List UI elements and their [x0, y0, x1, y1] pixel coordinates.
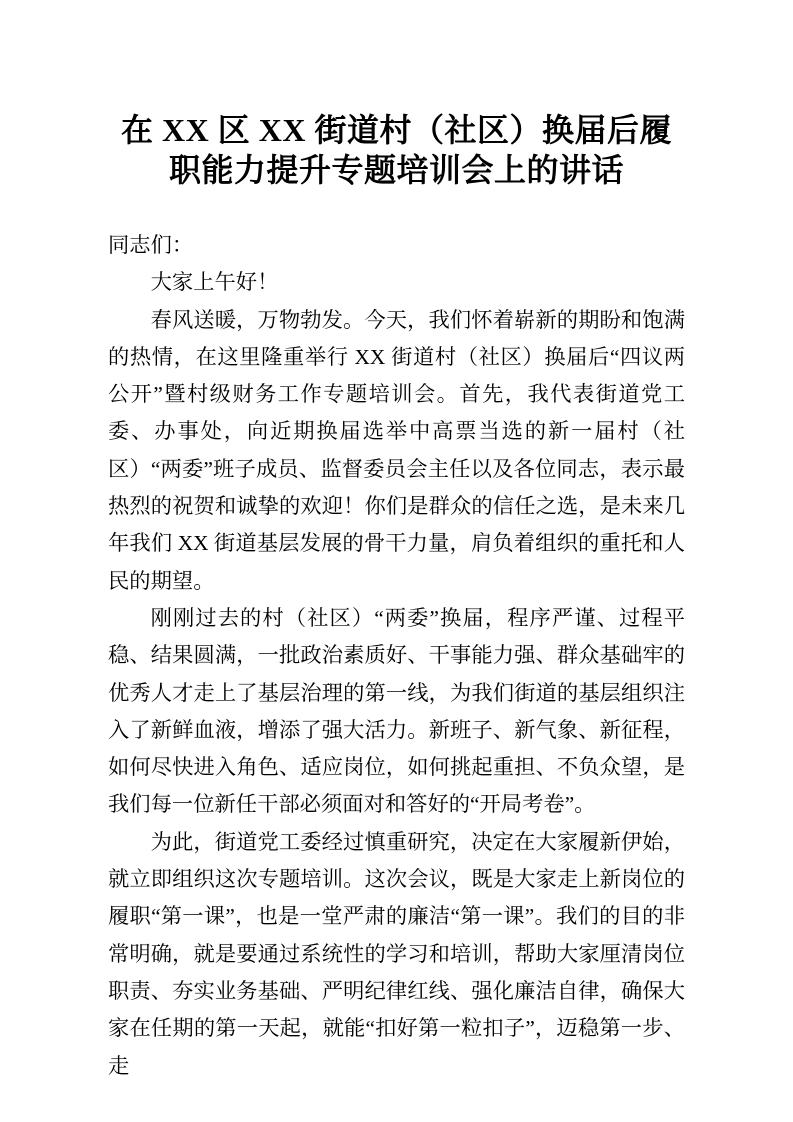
paragraph-salutation: 同志们： — [108, 233, 194, 257]
paragraph-training-purpose: 为此，街道党工委经过慎重研究，决定在大家履新伊始，就立即组织这次专题培训。这次会议，既是大家走上新岗位的履职“第一课”，也是一堂严肃的廉洁“第一课”。我们的目的非常明确，就是要通过系统性的学习和培训，帮助大家厘清岗位职责、夯实业务基础、严明纪律红线、强化廉洁自律，确保大家在任期的第一天起，就能“扣好第一粒扣子”，迈稳第一步、走 — [108, 829, 685, 1078]
paragraph-election-review: 刚刚过去的村（社区）“两委”换届，程序严谨、过程平稳、结果圆满，一批政治素质好、干事能力强、群众基础牢的优秀人才走上了基层治理的第一线，为我们街道的基层组织注入了新鲜血液，增添了强大活力。新班子、新气象、新征程，如何尽快进入角色、适应岗位，如何挑起重担、不负众望，是我们每一位新任干部必须面对和答好的“开局考卷”。 — [108, 605, 685, 817]
document-body — [108, 227, 685, 1085]
paragraph-greeting: 大家上午好！ — [150, 270, 279, 295]
paragraph-opening: 春风送暖，万物勃发。今天，我们怀着崭新的期盼和饱满的热情，在这里隆重举行 XX 街道村（社区）换届后“四议两公开”暨村级财务工作专题培训会。首先，我代表街道党工委、办事处，向近期换届选举中高票当选的新一届村（社区）“两委”班子成员、监督委员会主任以及各位同志，表示最热烈的祝贺和诚挚的欢迎！你们是群众的信任之选，是未来几年我们 XX 街道基层发展的骨干力量，肩负着组织的重托和人民的期望。 — [108, 307, 685, 593]
document-title: 在 XX 区 XX 街道村（社区）换届后履职能力提升专题培训会上的讲话 — [121, 112, 672, 188]
